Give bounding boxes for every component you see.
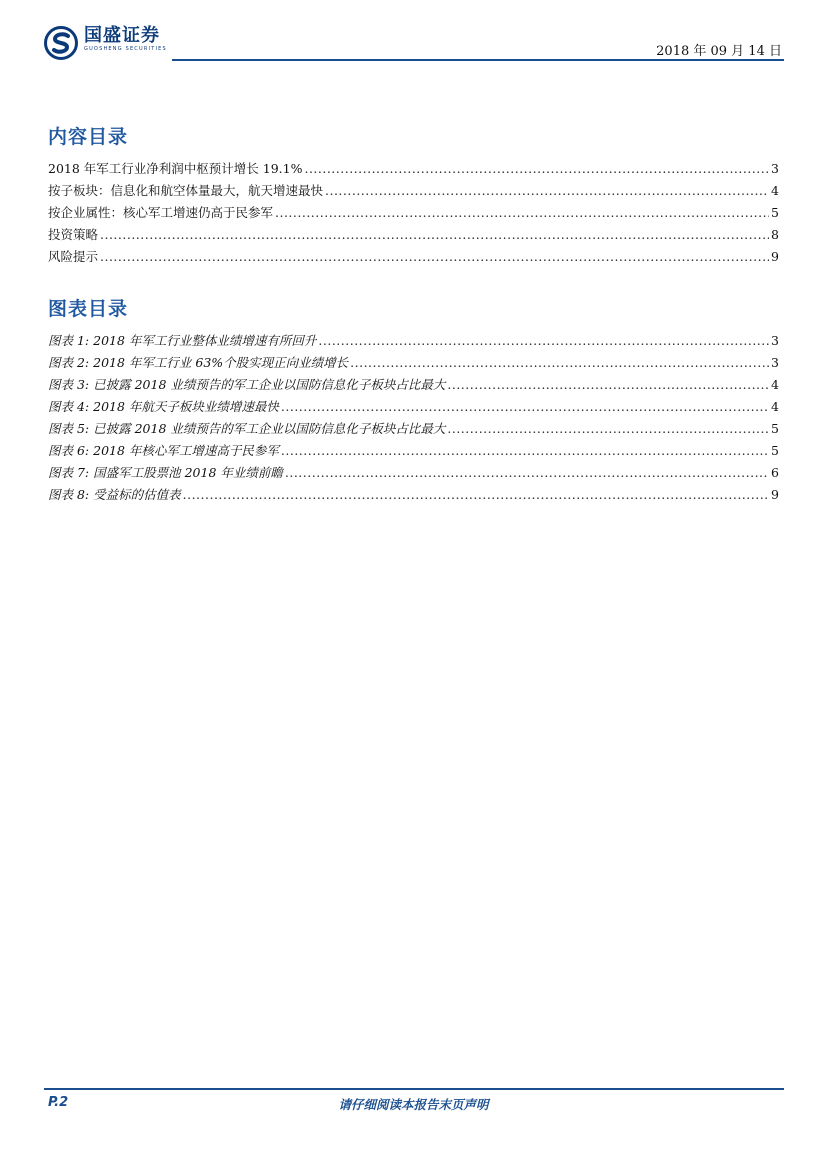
toc-item-page: 5 (771, 205, 779, 220)
figure-item-text: 图表 3: 已披露 2018 业绩预告的军工企业以国防信息化子板块占比最大 (48, 377, 446, 392)
figure-item-text: 图表 8: 受益标的估值表 (48, 487, 181, 502)
figure-item-text: 图表 6: 2018 年核心军工增速高于民参军 (48, 443, 279, 458)
figure-item-page: 5 (771, 443, 779, 458)
toc-item-text: 2018 年军工行业净利润中枢预计增长 19.1% (48, 161, 303, 176)
leader-dots (281, 440, 769, 462)
leader-dots (100, 246, 769, 268)
company-logo (44, 26, 167, 60)
toc-item-text: 风险提示 (48, 249, 99, 264)
toc-item-page: 3 (771, 161, 779, 176)
figure-item-text: 图表 2: 2018 年军工行业 63%个股实现正向业绩增长 (48, 355, 349, 370)
leader-dots (281, 396, 769, 418)
toc-item[interactable] (48, 180, 779, 202)
toc-title: 内容目录 (48, 126, 129, 148)
toc-item-page: 9 (771, 249, 779, 264)
toc-item[interactable] (48, 246, 779, 268)
guosheng-logo-icon (44, 26, 78, 60)
header-divider (172, 59, 784, 61)
figure-item-page: 6 (771, 465, 779, 480)
toc-item-text: 按企业属性：核心军工增速仍高于民参军 (48, 205, 274, 220)
figure-item-page: 3 (771, 355, 779, 370)
page-number: P.2 (48, 1095, 69, 1110)
toc-list (48, 158, 779, 268)
toc-item[interactable] (48, 158, 779, 180)
logo-name-en: GUOSHENG SECURITIES (84, 46, 167, 52)
figure-item-page: 5 (771, 421, 779, 436)
logo-name-cn: 国盛证券 (84, 25, 160, 46)
disclaimer-note: 请仔细阅读本报告末页声明 (338, 1097, 489, 1112)
figure-item-text: 图表 4: 2018 年航天子板块业绩增速最快 (48, 399, 279, 414)
leader-dots (100, 224, 769, 246)
figure-item[interactable] (48, 484, 779, 506)
figure-item[interactable] (48, 440, 779, 462)
figure-item[interactable] (48, 396, 779, 418)
footer-divider (44, 1088, 784, 1090)
figure-item-page: 9 (771, 487, 779, 502)
figures-title: 图表目录 (48, 298, 129, 320)
figure-item[interactable] (48, 462, 779, 484)
figure-item[interactable] (48, 374, 779, 396)
figure-item[interactable] (48, 418, 779, 440)
figure-item-page: 4 (771, 399, 779, 414)
toc-item[interactable] (48, 224, 779, 246)
figure-item-page: 3 (771, 333, 779, 348)
leader-dots (318, 330, 769, 352)
figure-item[interactable] (48, 330, 779, 352)
report-date: 2018 年 09 月 14 日 (656, 44, 782, 59)
leader-dots (304, 158, 769, 180)
figure-item-text: 图表 1: 2018 年军工行业整体业绩增速有所回升 (48, 333, 317, 348)
leader-dots (350, 352, 769, 374)
figure-item[interactable] (48, 352, 779, 374)
toc-item-text: 投资策略 (48, 227, 99, 242)
leader-dots (447, 374, 769, 396)
leader-dots (325, 180, 769, 202)
toc-item[interactable] (48, 202, 779, 224)
figure-item-text: 图表 5: 已披露 2018 业绩预告的军工企业以国防信息化子板块占比最大 (48, 421, 446, 436)
toc-item-page: 8 (771, 227, 779, 242)
page-header (44, 22, 784, 64)
figure-item-page: 4 (771, 377, 779, 392)
figures-list (48, 330, 779, 506)
figure-item-text: 图表 7: 国盛军工股票池 2018 年业绩前瞻 (48, 465, 283, 480)
leader-dots (183, 484, 769, 506)
leader-dots (275, 202, 769, 224)
toc-item-page: 4 (771, 183, 779, 198)
leader-dots (447, 418, 769, 440)
toc-item-text: 按子板块：信息化和航空体量最大，航天增速最快 (48, 183, 324, 198)
leader-dots (285, 462, 769, 484)
